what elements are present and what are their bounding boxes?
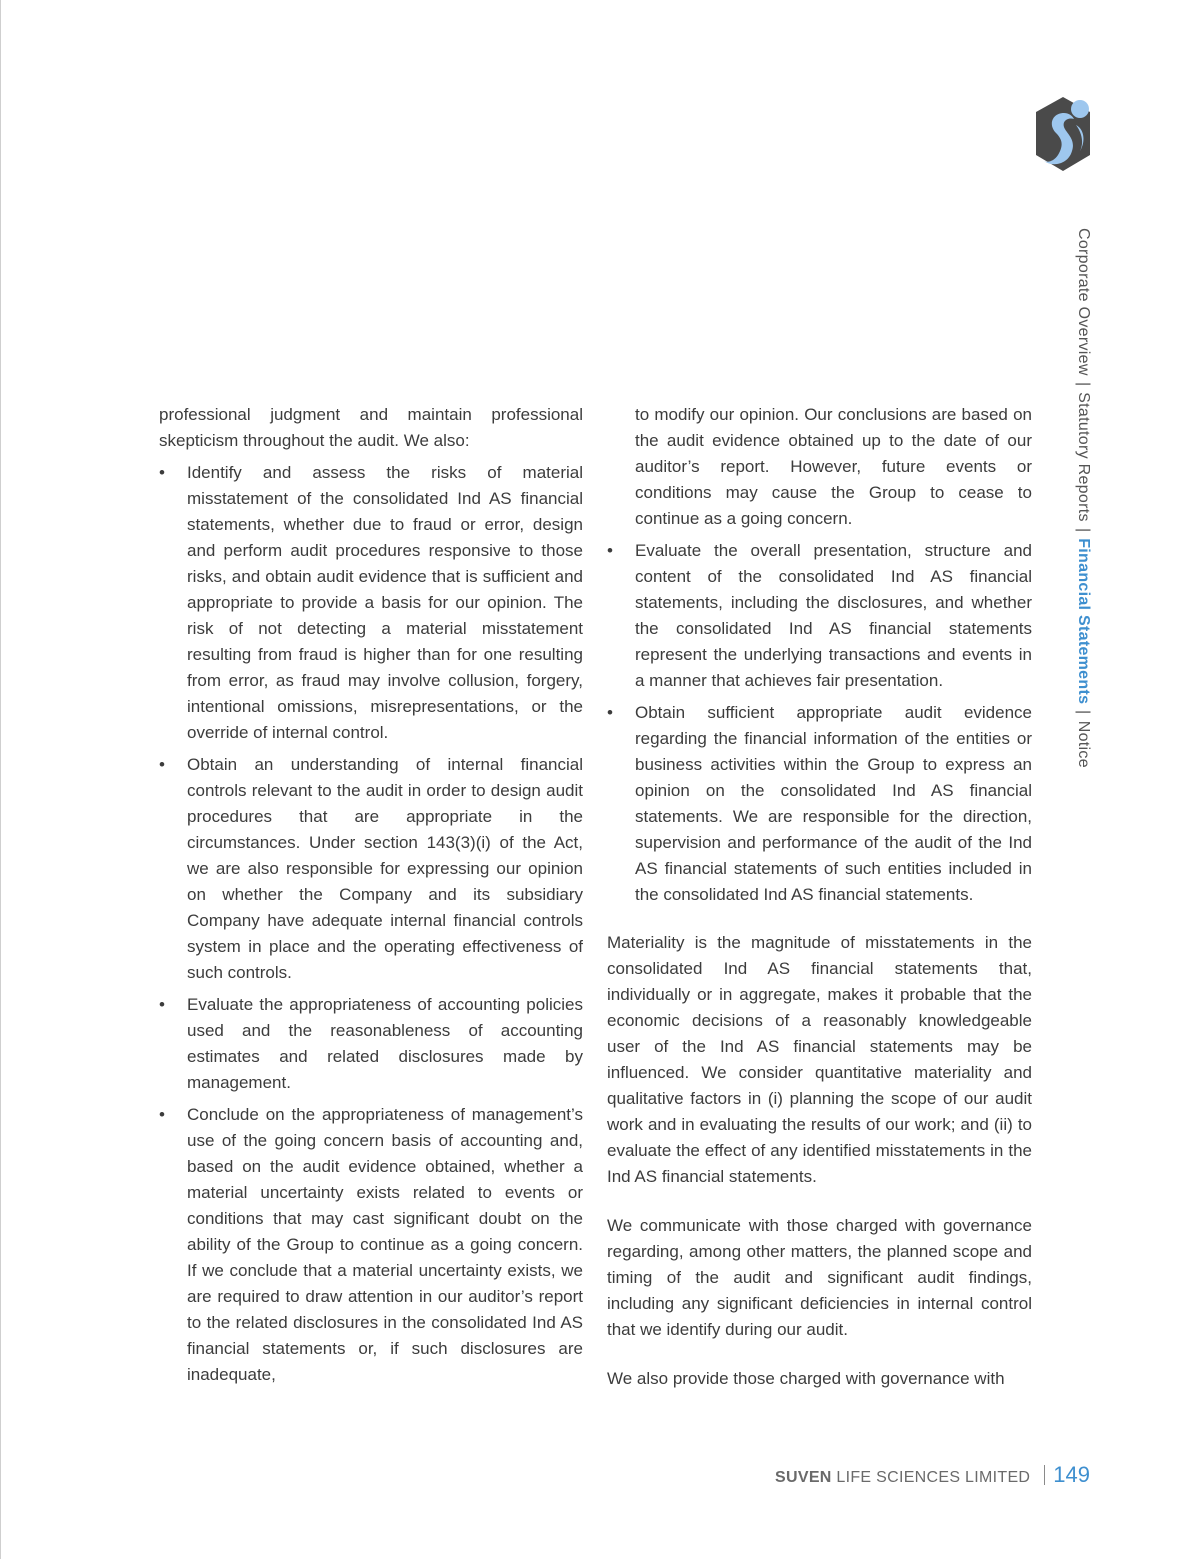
right-bullet-list — [607, 538, 1032, 908]
section-nav — [1074, 228, 1092, 768]
list-item-text: Conclude on the appropriateness of management’s use of the going concern basis of accounting and, based on the audit evidence obtained, whether a material uncertainty exists related to events or conditions that may cast significant doubt on the ability of the Group to continue as a going concern. If we conclude that a material uncertainty exists, we are required to draw attention in our auditor’s report to the related disclosures in the consolidated Ind AS financial statements or, if such disclosures are inadequate, — [187, 1105, 583, 1384]
list-item — [607, 538, 1032, 694]
list-item — [159, 752, 583, 986]
bullet-icon: • — [159, 1105, 165, 1124]
list-item-text: Evaluate the overall presentation, structure and content of the consolidated Ind AS financial statements, including the disclosures, and whether the consolidated Ind AS financial statements represent the underlying transactions and events in a manner that achieves fair presentation. — [635, 541, 1032, 690]
nav-statutory-reports[interactable]: Statutory Reports — [1075, 392, 1092, 522]
governance-continued-paragraph: We also provide those charged with governance with — [607, 1369, 1005, 1388]
company-name-bold: SUVEN — [775, 1469, 832, 1486]
list-item-text: Identify and assess the risks of material misstatement of the consolidated Ind AS financial statements, whether due to fraud or error, design and perform audit procedures responsive to those risks, and obtain audit evidence that is sufficient and appropriate to provide a basis for our opinion. The risk of not detecting a material misstatement resulting from fraud is higher than for one resulting from error, as fraud may involve collusion, forgery, intentional omissions, misrepresentations, or the override of internal control. — [187, 463, 583, 742]
list-item-text: Obtain sufficient appropriate audit evidence regarding the financial information of the entities or business activities within the Group to express an opinion on the consolidated Ind AS financial statements. We are responsible for the direction, supervision and performance of the audit of the Ind AS financial statements of such entities included in the consolidated Ind AS financial statements. — [635, 703, 1032, 904]
bullet-icon: • — [607, 541, 613, 560]
list-item — [607, 700, 1032, 908]
nav-separator: | — [1075, 710, 1092, 715]
bullet-icon: • — [159, 463, 165, 482]
materiality-paragraph: Materiality is the magnitude of misstatements in the consolidated Ind AS financial statements that, individually or in aggregate, makes it probable that the economic decisions of a reasonably knowledgeable user of the Ind AS financial statements may be influenced. We consider quantitative materiality and qualitative factors in (i) planning the scope of our audit work and in evaluating the results of our work; and (ii) to evaluate the effect of any identified misstatements in the Ind AS financial statements. — [607, 933, 1032, 1186]
bullet-icon: • — [607, 703, 613, 722]
intro-paragraph: professional judgment and maintain professional skepticism throughout the audit. We also: — [159, 405, 583, 450]
nav-corporate-overview[interactable]: Corporate Overview — [1075, 228, 1092, 376]
list-item-text: Evaluate the appropriateness of accounting policies used and the reasonableness of accounting estimates and related disclosures made by management. — [187, 995, 583, 1092]
list-item — [159, 1102, 583, 1388]
page-edge — [0, 0, 1, 1559]
nav-notice[interactable]: Notice — [1075, 720, 1092, 768]
list-item — [159, 460, 583, 746]
suven-logo-icon — [1034, 95, 1092, 173]
list-item-text: Obtain an understanding of internal financial controls relevant to the audit in order to design audit procedures that are appropriate in the circumstances. Under section 143(3)(i) of the Act, we are also responsible for expressing our opinion on whether the Company and its subsidiary Company have adequate internal financial controls system in place and the operating effectiveness of such controls. — [187, 755, 583, 982]
right-column — [607, 402, 1032, 1392]
nav-separator: | — [1075, 381, 1092, 387]
nav-financial-statements[interactable]: Financial Statements — [1075, 538, 1092, 705]
list-item — [159, 992, 583, 1096]
company-name — [775, 1469, 1030, 1487]
company-name-rest: LIFE SCIENCES LIMITED — [831, 1469, 1031, 1486]
bullet-icon: • — [159, 995, 165, 1014]
page-number: 149 — [1053, 1462, 1090, 1487]
continued-bullet-text: to modify our opinion. Our conclusions are based on the audit evidence obtained up to the date of our auditor’s report. However, future events or conditions may cause the Group to cease to continue as a going concern. — [635, 405, 1032, 528]
left-column — [159, 402, 583, 1394]
nav-separator: | — [1075, 527, 1092, 533]
left-bullet-list — [159, 460, 583, 1388]
bullet-icon: • — [159, 755, 165, 774]
page-footer — [775, 1462, 1090, 1488]
governance-paragraph: We communicate with those charged with governance regarding, among other matters, the planned scope and timing of the audit and significant audit findings, including any significant deficiencies in internal control that we identify during our audit. — [607, 1216, 1032, 1339]
footer-divider — [1044, 1465, 1045, 1485]
